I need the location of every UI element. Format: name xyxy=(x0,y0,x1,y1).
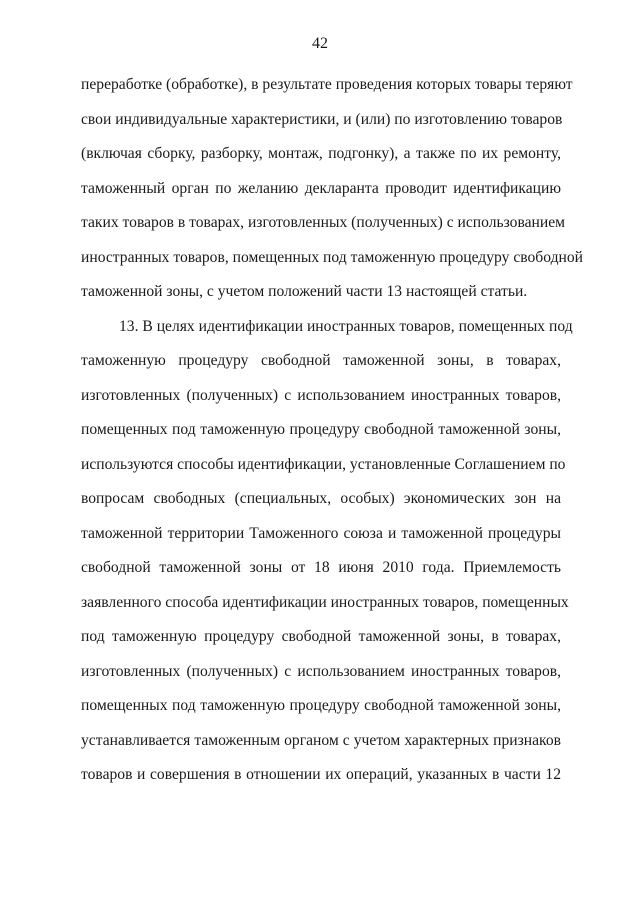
document-body xyxy=(81,72,583,797)
text-line: помещенных под таможенную процедуру свободной таможенной зоны, xyxy=(81,421,561,438)
text-line: свои индивидуальные характеристики, и (или) по изготовлению товаров xyxy=(81,110,563,128)
text-line: таможенную процедуру свободной таможенной зоны, в товарах, xyxy=(81,352,561,369)
text-line: таких товаров в товарах, изготовленных (полученных) с использованием xyxy=(81,214,566,231)
text-line: устанавливается таможенным органом с учетом характерных признаков xyxy=(81,731,561,749)
text-line: таможенный орган по желанию декларанта проводит идентификацию xyxy=(81,179,561,197)
text-line: таможенной территории Таможенного союза и таможенной процедуры xyxy=(81,524,561,542)
text-line: таможенной зоны, с учетом положений части 13 настоящей статьи. xyxy=(81,283,528,300)
text-line: помещенных под таможенную процедуру свободной таможенной зоны, xyxy=(81,697,561,714)
text-line: используются способы идентификации, установленные Соглашением по xyxy=(81,455,566,473)
text-line: иностранных товаров, помещенных под таможенную процедуру свободной xyxy=(81,248,583,266)
page-number: 42 xyxy=(312,35,328,52)
text-line: вопросам свободных (специальных, особых) экономических зон на xyxy=(81,490,561,507)
text-line: заявленного способа идентификации иностранных товаров, помещенных xyxy=(81,593,569,611)
text-line: свободной таможенной зоны от 18 июня 2010 года. Приемлемость xyxy=(81,559,561,576)
text-line: товаров и совершения в отношении их операций, указанных в части 12 xyxy=(81,766,561,783)
text-line: изготовленных (полученных) с использованием иностранных товаров, xyxy=(81,386,561,404)
paragraph-start-line: 13. В целях идентификации иностранных товаров, помещенных под xyxy=(119,317,573,335)
text-line: переработке (обработке), в результате проведения которых товары теряют xyxy=(81,76,573,93)
text-line: (включая сборку, разборку, монтаж, подгонку), а также по их ремонту, xyxy=(81,145,561,162)
text-line: изготовленных (полученных) с использованием иностранных товаров, xyxy=(81,662,561,680)
text-line: под таможенную процедуру свободной таможенной зоны, в товарах, xyxy=(81,628,561,645)
